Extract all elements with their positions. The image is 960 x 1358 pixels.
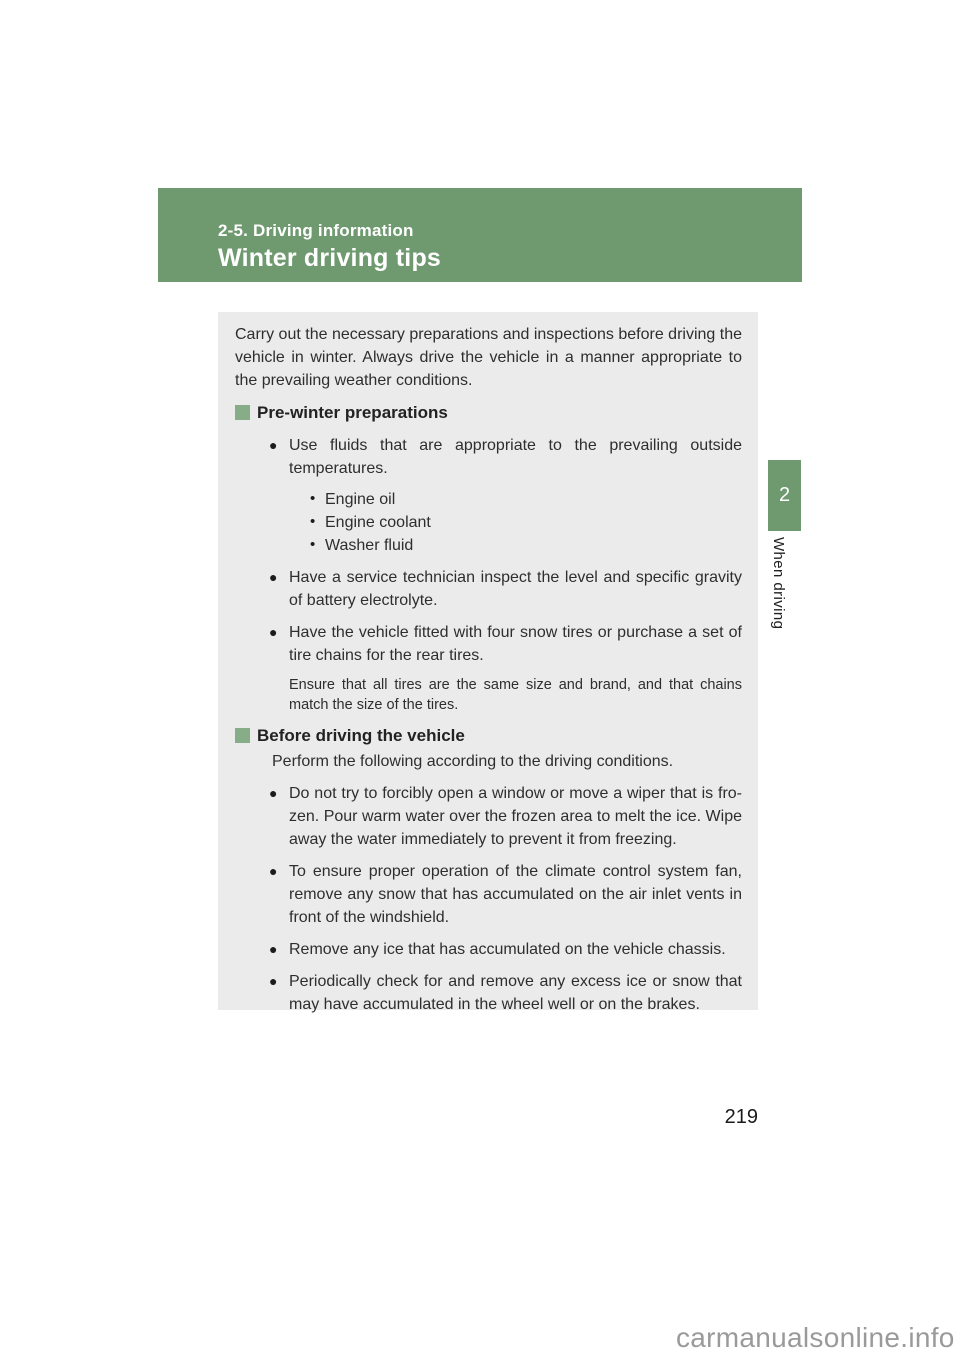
list-item-text: Washer fluid — [325, 537, 414, 554]
intro-paragraph: Carry out the necessary preparations and inspections before driving the vehicle in winter. Always drive the vehicle in a manner appropriate to the prevailing weather conditions. — [235, 326, 742, 389]
content-box — [218, 312, 758, 1013]
sub-bullet-icon: • — [310, 490, 316, 507]
watermark-text: carmanualsonline.info — [676, 1322, 955, 1353]
section-heading-label: Before driving the vehicle — [257, 726, 465, 745]
bullet-icon: ● — [269, 437, 278, 453]
list-item — [269, 782, 742, 851]
section-marker-icon — [235, 728, 250, 743]
sub-bullet-icon: • — [310, 513, 316, 530]
list-item-text: Have a service technician inspect the level and specific gravity of battery electrolyte. — [289, 569, 742, 609]
list-item — [269, 860, 742, 929]
chapter-tab-label: When driving — [770, 537, 787, 630]
section-heading-label: Pre-winter preparations — [257, 403, 448, 422]
list-item-text: Periodically check for and remove any excess ice or snow that may have accumulated in the wheel well or on the brakes. — [289, 973, 742, 1013]
bullet-icon: ● — [269, 863, 278, 879]
section-lead-text: Perform the following according to the driving conditions. — [272, 753, 674, 770]
section-marker-icon — [235, 405, 250, 420]
list-item — [310, 534, 742, 557]
bullet-icon: ● — [269, 624, 278, 640]
section-heading-pre-winter — [235, 401, 742, 425]
section-heading-before-driving — [235, 724, 742, 748]
chapter-tab-number: 2 — [778, 484, 791, 506]
list-item — [269, 970, 742, 1016]
page-title: Winter driving tips — [218, 244, 442, 272]
list-item-text: Use fluids that are appropriate to the prevailing outside temperatures. — [289, 437, 742, 477]
sub-bullet-icon: • — [310, 536, 316, 553]
bullet-icon: ● — [269, 973, 278, 989]
bullet-icon: ● — [269, 785, 278, 801]
tires-note: Ensure that all tires are the same size and brand, and that chains match the size of the tires. — [289, 677, 742, 713]
list-item — [269, 434, 742, 480]
page-number: 219 — [724, 1106, 758, 1128]
list-item-text: Remove any ice that has accumulated on the vehicle chassis. — [289, 941, 726, 958]
list-item-text: To ensure proper operation of the climate control system fan, remove any snow that has accumulated on the air inlet vents in front of the windshield. — [289, 863, 742, 926]
list-item — [269, 566, 742, 612]
chapter-section-label: 2-5. Driving information — [218, 221, 414, 240]
list-item-text: Have the vehicle fitted with four snow tires or purchase a set of tire chains for the rear tires. — [289, 624, 742, 664]
list-item — [269, 621, 742, 667]
list-item-text: Do not try to forcibly open a window or move a wiper that is frozen. Pour warm water over the frozen area to melt the ice. Wipe away the water immediately to prevent it from freezing. — [289, 785, 742, 848]
chapter-tab — [768, 460, 801, 531]
list-item — [310, 511, 742, 534]
bullet-icon: ● — [269, 941, 278, 957]
list-item — [269, 938, 742, 961]
bullet-icon: ● — [269, 569, 278, 585]
list-item — [310, 488, 742, 511]
fluid-sublist — [310, 488, 742, 557]
list-item-text: Engine coolant — [325, 514, 431, 531]
chapter-header — [158, 188, 802, 282]
list-item-text: Engine oil — [325, 491, 396, 508]
